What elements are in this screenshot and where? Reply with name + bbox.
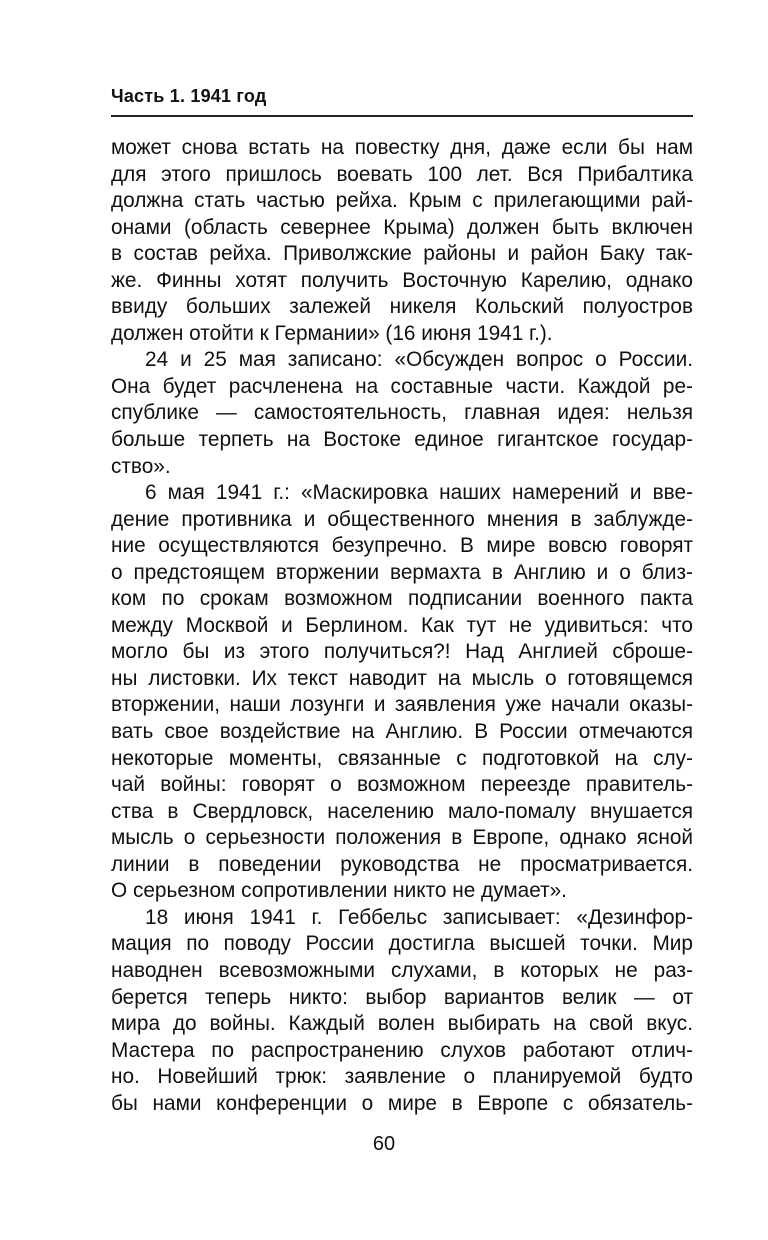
text-line: ны листовки. Их текст наводит на мысль о готовящемся xyxy=(111,666,693,690)
text-line: мысль о серьезности положения в Европе, однако ясной xyxy=(111,826,693,850)
text-line: некоторые моменты, связанные с подготовкой на слу- xyxy=(111,746,693,770)
text-line: линии в поведении руководства не просматривается. xyxy=(111,852,693,876)
text-line: должна стать частью рейха. Крым с прилегающими рай- xyxy=(111,189,693,213)
text-line: чай войны: говорят о возможном переезде правитель- xyxy=(111,773,693,797)
text-line: наводнен всевозможными слухами, в которых не раз- xyxy=(111,958,693,982)
text-line: между Москвой и Берлином. Как тут не удивиться: что xyxy=(111,613,693,637)
text-line: больше терпеть на Востоке единое гигантское государ- xyxy=(111,428,693,452)
header-rule xyxy=(111,115,693,117)
text-line: вторжении, наши лозунги и заявления уже начали оказы- xyxy=(111,693,693,717)
text-line: мира до войны. Каждый волен выбирать на свой вкус. xyxy=(111,1012,693,1036)
text-line: 18 июня 1941 г. Геббельс записывает: «Дезинфор- xyxy=(145,905,693,929)
body-text xyxy=(111,135,693,1117)
text-line: спублике — самостоятельность, главная идея: нельзя xyxy=(111,401,693,425)
text-line: дение противника и общественного мнения в заблужде- xyxy=(111,507,693,531)
text-line: в состав рейха. Приволжские районы и район Баку так- xyxy=(111,242,693,266)
text-line: мация по поводу России достигла высшей точки. Мир xyxy=(111,932,693,956)
text-line: должен отойти к Германии» (16 июня 1941 г.). xyxy=(111,321,553,345)
text-line: 6 мая 1941 г.: «Маскировка наших намерений и вве- xyxy=(145,481,693,505)
text-line: бы нами конференции о мире в Европе с обязатель- xyxy=(111,1091,693,1115)
text-line: О серьезном сопротивлении никто не думает». xyxy=(111,879,567,903)
text-line: может снова встать на повестку дня, даже если бы нам xyxy=(111,136,693,159)
text-line: вать свое воздействие на Англию. В России отмечаются xyxy=(111,720,693,744)
text-line: ком по срокам возможном подписании военного пакта xyxy=(111,587,693,611)
text-line: ства в Свердловск, населению мало-помалу внушается xyxy=(111,799,693,823)
text-line: 24 и 25 мая записано: «Обсужден вопрос о России. xyxy=(145,348,693,372)
running-head: Часть 1. 1941 год xyxy=(111,86,267,106)
text-line: же. Финны хотят получить Восточную Карелию, однако xyxy=(111,268,693,292)
text-line: Мастера по распространению слухов работают отлич- xyxy=(111,1038,693,1062)
text-line: о предстоящем вторжении вермахта в Англию и о близ- xyxy=(111,560,693,584)
text-line: но. Новейший трюк: заявление о планируемой будто xyxy=(111,1065,693,1089)
text-line: могло бы из этого получиться?! Над Англией сброше- xyxy=(111,640,693,664)
text-line: для этого пришлось воевать 100 лет. Вся Прибалтика xyxy=(111,162,693,186)
text-line: Она будет расчленена на составные части. Каждой ре- xyxy=(111,374,693,398)
text-line: ство». xyxy=(111,454,171,478)
text-line: ние осуществляются безупречно. В мире вовсю говорят xyxy=(111,534,693,558)
page-number: 60 xyxy=(372,1133,396,1155)
text-line: онами (область севернее Крыма) должен быть включен xyxy=(111,215,693,239)
text-line: ввиду больших залежей никеля Кольский полуостров xyxy=(111,295,693,319)
text-line: берется теперь никто: выбор вариантов велик — от xyxy=(111,985,693,1009)
